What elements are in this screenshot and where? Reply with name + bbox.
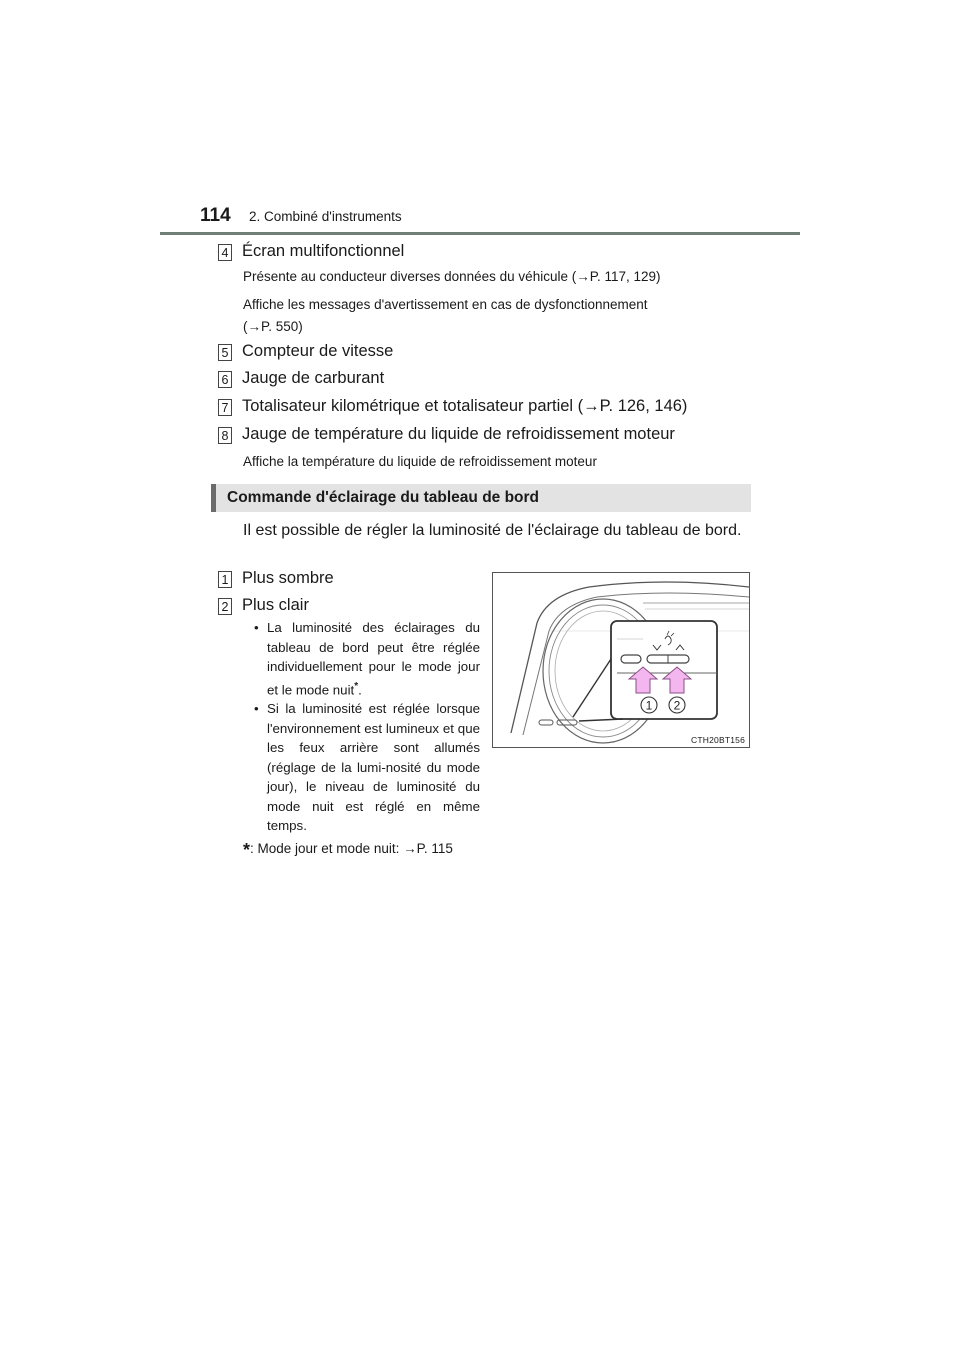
footnote [243, 840, 453, 861]
section-accent [211, 484, 216, 512]
item-5 [218, 342, 393, 361]
item-description: (→P. 550) [243, 319, 303, 334]
section-title: Commande d'éclairage du tableau de bord [227, 489, 540, 506]
figure-code: CTH20BT156 [691, 735, 745, 745]
arrow-brighter [663, 667, 691, 693]
callout-label-1: 1 [645, 698, 653, 713]
item-number: 2 [218, 598, 232, 615]
arrows-layer [493, 573, 749, 747]
item-number: 7 [218, 399, 232, 416]
item-4 [218, 242, 404, 261]
item-description: Affiche les messages d'avertissement en cas de dysfonctionnement [243, 297, 648, 312]
item-number: 4 [218, 244, 232, 261]
bullet-text: La luminosité des éclairages du tableau de bord peut être réglée individuellement pour le mode jour et le mode nuit [267, 620, 480, 697]
item-title: Totalisateur kilométrique et totalisateur partiel (→P. 126, 146) [242, 397, 688, 415]
item-number: 5 [218, 344, 232, 361]
footnote-star: * [243, 840, 251, 860]
running-header: 2. Combiné d'instruments [249, 209, 402, 224]
page-number: 114 [200, 205, 231, 226]
footnote-marker: * [354, 680, 359, 692]
arrow-darker [629, 667, 657, 693]
section-heading [211, 484, 751, 512]
item-8 [218, 425, 675, 444]
bullet-item [256, 699, 480, 836]
item-title: Compteur de vitesse [242, 342, 394, 360]
item-6 [218, 369, 384, 388]
item-number: 1 [218, 571, 232, 588]
instrument-panel-figure [492, 572, 750, 748]
footnote-text: : Mode jour et mode nuit: →P. 115 [250, 841, 453, 856]
item-description: Affiche la température du liquide de refroidissement moteur [243, 454, 597, 469]
item-title: Écran multifonctionnel [242, 242, 405, 260]
section-intro: Il est possible de régler la luminosité de l'éclairage du tableau de bord. [243, 522, 742, 539]
item-7 [218, 397, 687, 416]
item-title: Plus clair [242, 596, 309, 614]
item-description: Présente au conducteur diverses données du véhicule (→P. 117, 129) [243, 269, 661, 284]
item-number: 8 [218, 427, 232, 444]
item-1 [218, 569, 334, 588]
bullet-suffix: . [358, 681, 362, 697]
item-title: Plus sombre [242, 569, 334, 587]
item-title: Jauge de température du liquide de refroidissement moteur [242, 425, 675, 443]
bullet-text: Si la luminosité est réglée lorsque l'environnement est lumineux et que les feux arrière sont allumés (réglage de la lumi-nosité du mode jour), le niveau de luminosité du mode nuit est réglé en même temps. [267, 701, 480, 834]
item-2 [218, 596, 309, 615]
bullet-item [256, 618, 480, 699]
item-number: 6 [218, 371, 232, 388]
header-rule [160, 232, 800, 235]
callout-label-2: 2 [673, 698, 681, 713]
item-title: Jauge de carburant [242, 369, 385, 387]
bullet-list [256, 618, 480, 836]
